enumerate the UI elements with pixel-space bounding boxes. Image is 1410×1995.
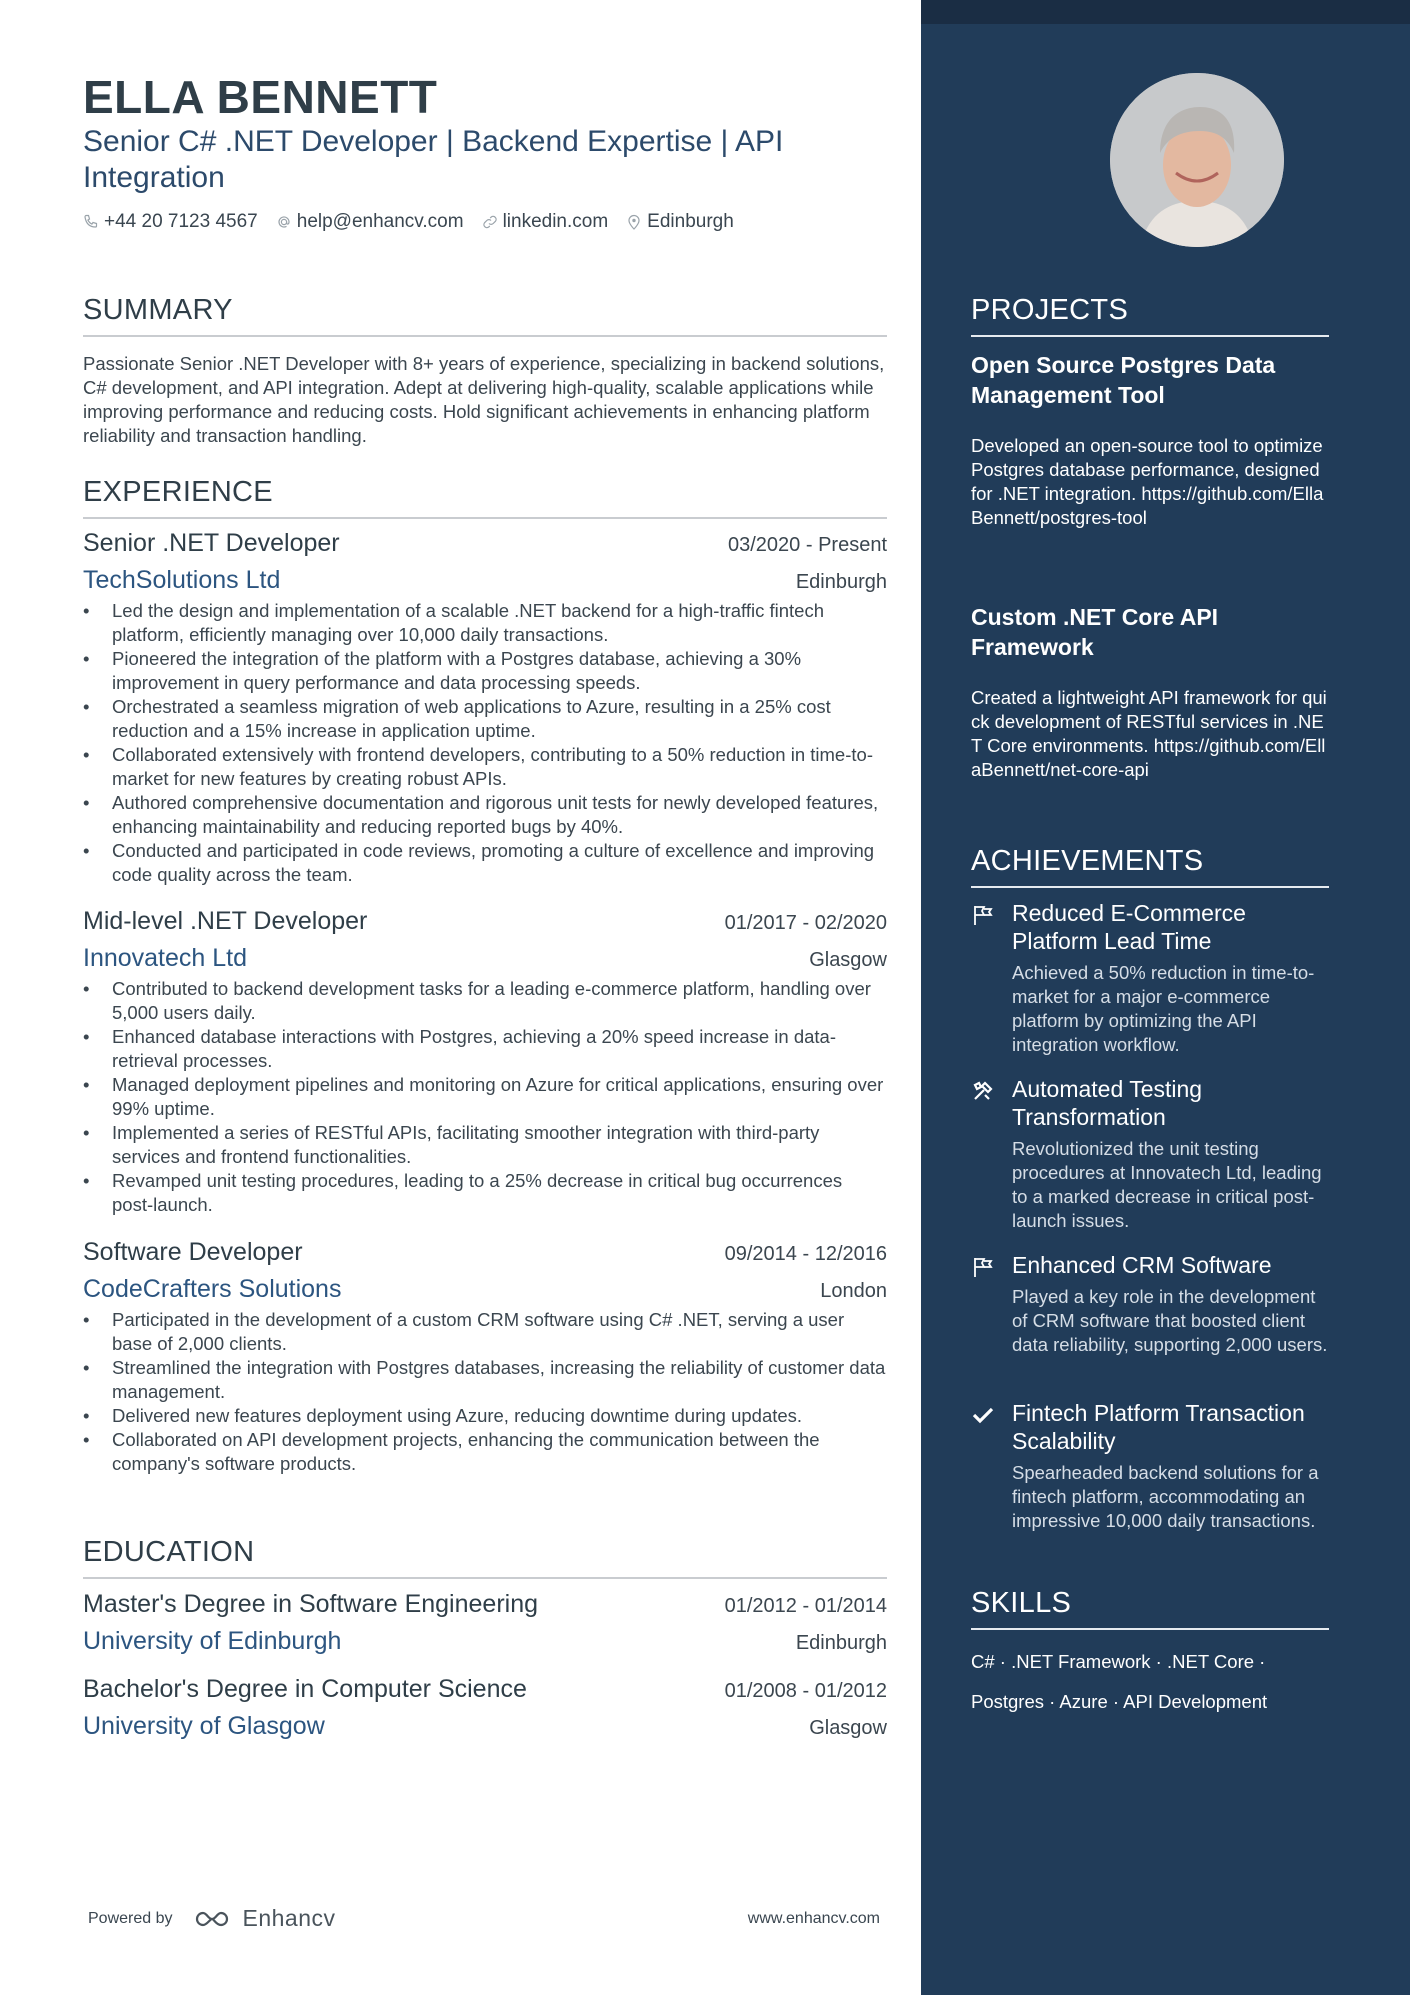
job-entry — [83, 529, 887, 887]
job-dates: 03/2020 - Present — [728, 534, 887, 556]
skills-list — [971, 1642, 1329, 1722]
achievement-description: Spearheaded backend solutions for a fintech platform, accommodating an impressive 10,000 daily transactions. — [1012, 1462, 1319, 1531]
bullet-item: • Participated in the development of a custom CRM software using C# .NET, serving a user base of 2,000 clients. — [83, 1308, 887, 1356]
bullet-item: • Implemented a series of RESTful APIs, facilitating smoother integration with third-party services and frontend functionalities. — [83, 1121, 887, 1169]
job-bullets — [83, 1308, 887, 1476]
job-location: Glasgow — [809, 949, 887, 971]
achievement-title: Reduced E-Commerce Platform Lead Time — [1012, 900, 1246, 954]
achievement-description: Played a key role in the development of CRM software that boosted client data reliability, supporting 2,000 users. — [1012, 1286, 1328, 1355]
bullet-item: • Contributed to backend development tasks for a leading e-commerce platform, handling over 5,000 users daily. — [83, 977, 887, 1025]
bullet-item: • Led the design and implementation of a scalable .NET backend for a high-traffic fintech platform, efficiently managing over 10,000 daily transactions. — [83, 599, 887, 647]
achievement-description: Achieved a 50% reduction in time-to-market for a major e-commerce platform by optimizing the API integration workflow. — [1012, 962, 1315, 1055]
powered-by-label: Powered by — [88, 1909, 173, 1927]
job-company: TechSolutions Ltd — [83, 566, 281, 594]
project-entry — [971, 602, 1329, 782]
project-entry — [971, 350, 1329, 530]
achievement-description: Revolutionized the unit testing procedures at Innovatech Ltd, leading to a marked decrease in critical post-launch issues. — [1012, 1138, 1322, 1231]
sidebar — [921, 0, 1410, 1995]
bullet-item: • Conducted and participated in code reviews, promoting a culture of excellence and improving code quality across the team. — [83, 839, 887, 887]
job-bullets — [83, 599, 887, 887]
achievement-title: Enhanced CRM Software — [1012, 1252, 1272, 1278]
job-entry — [83, 907, 887, 1217]
job-company: CodeCrafters Solutions — [83, 1275, 342, 1303]
achievement-entry — [971, 1251, 1329, 1357]
bullet-item: • Pioneered the integration of the platform with a Postgres database, achieving a 30% improvement in query performance and data processing speeds. — [83, 647, 887, 695]
job-dates: 01/2017 - 02/2020 — [724, 912, 887, 934]
education-entry — [83, 1590, 887, 1656]
job-location: London — [820, 1280, 887, 1302]
avatar — [1110, 73, 1284, 247]
project-link[interactable]: https://github.com/EllaBennett/net-core-api — [971, 735, 1326, 780]
education-heading: EDUCATION — [83, 1536, 887, 1579]
job-role: Software Developer — [83, 1238, 303, 1266]
link-icon — [482, 214, 498, 230]
website-link[interactable]: www.enhancv.com — [747, 1909, 880, 1927]
sidebar-top-band — [921, 0, 1410, 24]
powered-by — [88, 1905, 336, 1932]
bullet-item: • Revamped unit testing procedures, leading to a 25% decrease in critical bug occurrences post-launch. — [83, 1169, 887, 1217]
footer — [88, 1905, 880, 1932]
degree: Master's Degree in Software Engineering — [83, 1590, 539, 1618]
job-role: Mid-level .NET Developer — [83, 907, 368, 935]
at-icon — [276, 214, 292, 230]
projects-heading: PROJECTS — [971, 294, 1329, 337]
bullet-item: • Streamlined the integration with Postgres databases, increasing the reliability of customer data management. — [83, 1356, 887, 1404]
achievement-entry — [971, 1399, 1329, 1533]
job-role: Senior .NET Developer — [83, 529, 340, 557]
bullet-item: • Delivered new features deployment using Azure, reducing downtime during updates. — [83, 1404, 887, 1428]
linkedin-text: linkedin.com — [502, 211, 609, 232]
edu-location: Glasgow — [809, 1717, 887, 1739]
location-pin-icon — [626, 214, 642, 230]
skills-heading: SKILLS — [971, 1587, 1329, 1630]
experience-heading: EXPERIENCE — [83, 476, 887, 519]
tools-icon — [971, 1079, 995, 1103]
job-company: Innovatech Ltd — [83, 944, 248, 972]
project-description — [971, 686, 1329, 782]
summary-heading: SUMMARY — [83, 294, 887, 337]
school: University of Edinburgh — [83, 1627, 342, 1655]
project-desc-text: Created a lightweight API framework for quick development of RESTful services in .NET Core environments. — [971, 687, 1327, 756]
achievement-entry — [971, 1075, 1329, 1233]
edu-dates: 01/2008 - 01/2012 — [724, 1680, 887, 1702]
headline: Senior C# .NET Developer | Backend Expertise | API Integration — [83, 125, 784, 194]
contact-linkedin[interactable] — [482, 211, 609, 233]
flag-icon — [971, 1255, 995, 1279]
project-title: Open Source Postgres Data Management Tool — [971, 352, 1276, 408]
phone-text: +44 20 7123 4567 — [104, 211, 258, 232]
email-text: help@enhancv.com — [296, 211, 464, 232]
contact-bar — [83, 211, 734, 233]
skills-line: Postgres · Azure · API Development — [971, 1691, 1268, 1712]
edu-dates: 01/2012 - 01/2014 — [724, 1595, 887, 1617]
degree: Bachelor's Degree in Computer Science — [83, 1675, 527, 1703]
project-description — [971, 434, 1329, 530]
flag-icon — [971, 903, 995, 927]
brand-name: Enhancv — [242, 1905, 336, 1931]
skills-line: C# · .NET Framework · .NET Core · — [971, 1651, 1266, 1672]
bullet-item: • Managed deployment pipelines and monitoring on Azure for critical applications, ensuring over 99% uptime. — [83, 1073, 887, 1121]
contact-location — [626, 211, 734, 233]
achievement-title: Automated Testing Transformation — [1012, 1076, 1203, 1130]
profile-photo — [1110, 73, 1284, 247]
bullet-item: • Enhanced database interactions with Postgres, achieving a 20% speed increase in data-retrieval processes. — [83, 1025, 887, 1073]
contact-phone[interactable] — [83, 211, 258, 233]
achievement-entry — [971, 899, 1329, 1057]
school: University of Glasgow — [83, 1712, 325, 1740]
checkmark-icon — [971, 1403, 995, 1427]
candidate-name: ELLA BENNETT — [83, 71, 438, 123]
enhancv-logo-icon — [189, 1907, 235, 1931]
achievements-heading: ACHIEVEMENTS — [971, 845, 1329, 888]
edu-location: Edinburgh — [795, 1632, 887, 1654]
bullet-item: • Collaborated on API development projects, enhancing the communication between the company's software products. — [83, 1428, 887, 1476]
phone-icon — [83, 214, 99, 230]
job-location: Edinburgh — [795, 571, 887, 593]
project-desc-text: Developed an open-source tool to optimize Postgres database performance, designed for .NET integration. — [971, 435, 1323, 504]
location-text: Edinburgh — [647, 211, 734, 232]
summary-text: Passionate Senior .NET Developer with 8+ years of experience, specializing in backend solutions, C# development, and API integration. Adept at delivering high-quality, scalable applications while improving performance and reducing costs. Hold significant achievements in enhancing platform reliability and transaction handling. — [83, 353, 885, 446]
enhancv-logo[interactable] — [189, 1905, 336, 1932]
contact-email[interactable] — [276, 211, 464, 233]
bullet-item: • Orchestrated a seamless migration of web applications to Azure, resulting in a 25% cost reduction and a 15% increase in application uptime. — [83, 695, 887, 743]
education-entry — [83, 1675, 887, 1741]
job-bullets — [83, 977, 887, 1217]
achievement-title: Fintech Platform Transaction Scalability — [1012, 1400, 1305, 1454]
bullet-item: • Collaborated extensively with frontend developers, contributing to a 50% reduction in time-to-market for new features by creating robust APIs. — [83, 743, 887, 791]
job-entry — [83, 1238, 887, 1476]
project-link[interactable]: https://github.com/EllaBennett/postgres-tool — [971, 483, 1324, 528]
project-title: Custom .NET Core API Framework — [971, 604, 1219, 660]
bullet-item: • Authored comprehensive documentation and rigorous unit tests for newly developed features, enhancing maintainability and reducing reported bugs by 40%. — [83, 791, 887, 839]
job-dates: 09/2014 - 12/2016 — [724, 1243, 887, 1265]
